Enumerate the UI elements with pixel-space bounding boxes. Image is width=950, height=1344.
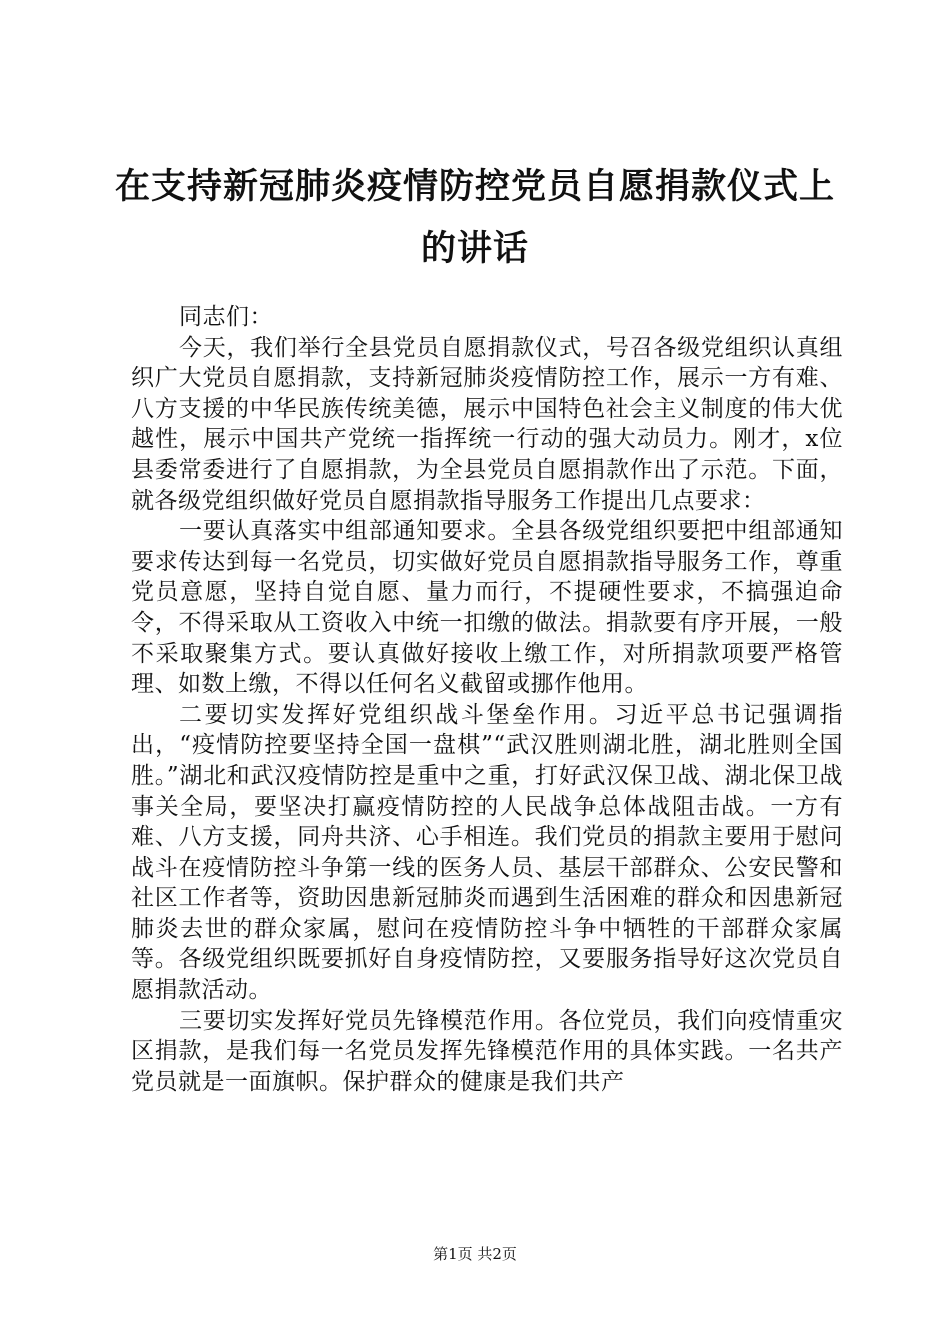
paragraph-requirement-3: 三要切实发挥好党员先锋模范作用。各位党员，我们向疫情重灾区捐款，是我们每一名党员发挥先锋模范作用的具体实践。一名共产党员就是一面旗帜。保护群众的健康是我们共产 — [131, 1007, 843, 1095]
page-footer: 第1页 共2页 — [433, 1245, 517, 1263]
paragraph-intro: 今天，我们举行全县党员自愿捐款仪式，号召各级党组织认真组织广大党员自愿捐款，支持新冠肺炎疫情防控工作，展示一方有难、八方支援的中华民族传统美德，展示中国特色社会主义制度的伟大优越性，展示中国共产党统一指挥统一行动的强大动员力。刚才，x位县委常委进行了自愿捐款，为全县党员自愿捐款作出了示范。下面，就各级党组织做好党员自愿捐款指导服务工作提出几点要求： — [131, 334, 843, 514]
salutation: 同志们： — [179, 304, 273, 330]
document-body — [131, 302, 843, 1097]
paragraph-requirement-1: 一要认真落实中组部通知要求。全县各级党组织要把中组部通知要求传达到每一名党员，切实做好党员自愿捐款指导服务工作，尊重党员意愿，坚持自觉自愿、量力而行，不提硬性要求，不搞强迫命令，不得采取从工资收入中统一扣缴的做法。捐款要有序开展，一般不采取聚集方式。要认真做好接收上缴工作，对所捐款项要严格管理、如数上缴，不得以任何名义截留或挪作他用。 — [131, 518, 843, 698]
paragraph-requirement-2: 二要切实发挥好党组织战斗堡垒作用。习近平总书记强调指出，“疫情防控要坚持全国一盘棋”“武汉胜则湖北胜，湖北胜则全国胜。”湖北和武汉疫情防控是重中之重，打好武汉保卫战、湖北保卫战事关全局，要坚决打赢疫情防控的人民战争总体战阻击战。一方有难、八方支援，同舟共济、心手相连。我们党员的捐款主要用于慰问战斗在疫情防控斗争第一线的医务人员、基层干部群众、公安民警和社区工作者等，资助因患新冠肺炎而遇到生活困难的群众和因患新冠肺炎去世的群众家属，慰问在疫情防控斗争中牺牲的干部群众家属等。各级党组织既要抓好自身疫情防控，又要服务指导好这次党员自愿捐款活动。 — [131, 701, 843, 1004]
document-title: 在支持新冠肺炎疫情防控党员自愿捐款仪式上的讲话 — [114, 166, 835, 269]
